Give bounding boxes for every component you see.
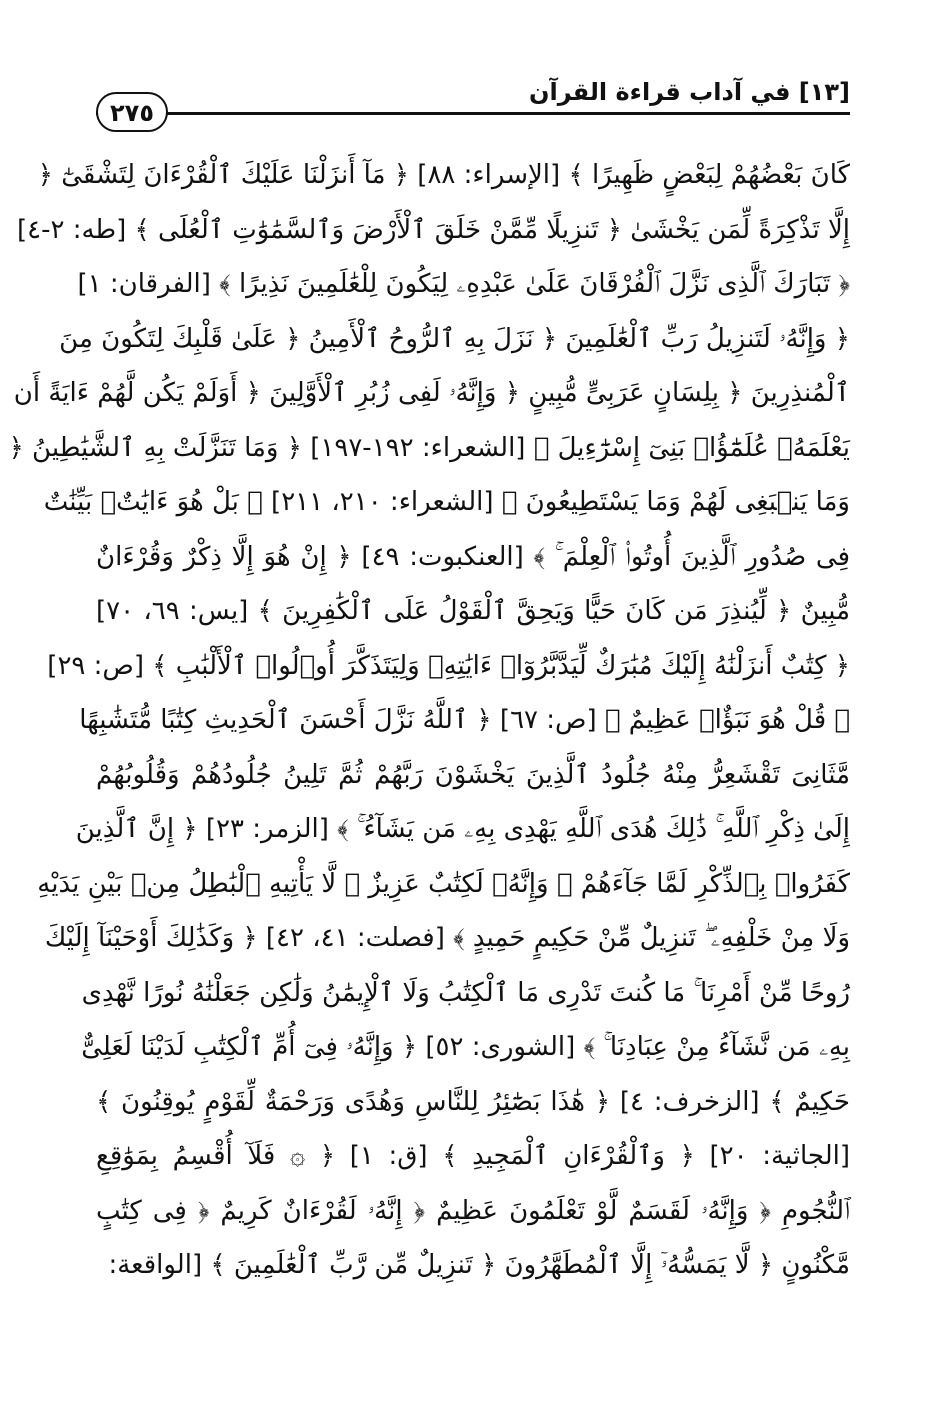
text-line: مَّثَانِىَ تَقْشَعِرُّ مِنْهُ جُلُودُ ٱلَّذِينَ يَخْشَوْنَ رَبَّهُمْ ثُمَّ تَلِينُ جُلُودُهُمْ وَقُلُوبُهُمْ [96, 759, 850, 790]
text-line: ﴿ قُلْ هُوَ نَبَؤٌا۟ عَظِيمٌ ﴾ [ص: ٦٧] ﴿ ٱللَّهُ نَزَّلَ أَحْسَنَ ٱلْحَدِيثِ كِتَٰبًا مُّتَشَٰبِهًا [79, 705, 850, 735]
text-line: مُّبِينٌ ﴿ لِّيُنذِرَ مَن كَانَ حَيًّا وَيَحِقَّ ٱلْقَوْلُ عَلَى ٱلْكَٰفِرِينَ ﴾ [يس: ٦٩، ٧٠] [96, 596, 851, 626]
text-line: رُوحًا مِّنْ أَمْرِنَا ۚ مَا كُنتَ تَدْرِى مَا ٱلْكِتَٰبُ وَلَا ٱلْإِيمَٰنُ وَلَٰكِن جَعَلْنَٰهُ نُورًا نَّهْدِى [81, 977, 850, 1008]
text-line: ﴿ وَإِنَّهُۥ لَتَنزِيلُ رَبِّ ٱلْعَٰلَمِينَ ﴿ نَزَلَ بِهِ ٱلرُّوحُ ٱلْأَمِينُ ﴿ عَلَىٰ قَلْبِكَ لِتَكُونَ مِنَ [59, 323, 850, 354]
text-line: حَكِيمٌ ﴾ [الزخرف: ٤] ﴿ هَٰذَا بَصَٰٓئِرُ لِلنَّاسِ وَهُدًى وَرَحْمَةٌ لِّقَوْمٍ يُوقِنُونَ ﴾ [96, 1086, 851, 1117]
text-line: ﴿ كِتَٰبٌ أَنزَلْنَٰهُ إِلَيْكَ مُبَٰرَكٌ لِّيَدَّبَّرُوٓا۟ ءَايَٰتِهِۦ وَلِيَتَذَكَّرَ أُو۟لُوا۟ ٱلْأَلْبَٰبِ ﴾ [ص: ٢٩] [47, 650, 850, 681]
text-line: ٱلْمُنذِرِينَ ﴿ بِلِسَانٍ عَرَبِىٍّ مُّبِينٍ ﴿ وَإِنَّهُۥ لَفِى زُبُرِ ٱلْأَوَّلِينَ ﴿ أَوَلَمْ يَكُن لَّهُمْ ءَايَةً أَن [13, 378, 850, 408]
text-line: بِهِۦ مَن نَّشَآءُ مِنْ عِبَادِنَا ۚ ﴾ [الشورى: ٥٢] ﴿ وَإِنَّهُۥ فِىٓ أُمِّ ٱلْكِتَٰبِ لَدَيْنَا لَعَلِىٌّ [81, 1032, 850, 1062]
page-number: ٢٧٥ [96, 92, 168, 132]
text-line: وَمَا يَنۢبَغِى لَهُمْ وَمَا يَسْتَطِيعُونَ ﴾ [الشعراء: ٢١٠، ٢١١] ﴿ بَلْ هُوَ ءَايَٰتٌۢ بَيِّنَٰتٌ [43, 487, 850, 517]
text-line: فِى صُدُورِ ٱلَّذِينَ أُوتُوا۟ ٱلْعِلْمَ ۚ ﴾ [العنكبوت: ٤٩] ﴿ إِنْ هُوَ إِلَّا ذِكْرٌ وَقُرْءَانٌ [96, 541, 851, 572]
chapter-title: [١٣] في آداب قراءة القرآن [529, 78, 850, 106]
text-line: كَفَرُوا۟ بِٱلذِّكْرِ لَمَّا جَآءَهُمْ ۖ وَإِنَّهُۥ لَكِتَٰبٌ عَزِيزٌ ﴿ لَّا يَأْتِيهِ ٱلْبَٰطِلُ مِنۢ بَيْنِ يَدَيْهِ [37, 868, 850, 899]
running-header [96, 72, 850, 127]
text-line: إِلَّا تَذْكِرَةً لِّمَن يَخْشَىٰ ﴿ تَنزِيلًا مِّمَّنْ خَلَقَ ٱلْأَرْضَ وَٱلسَّمَٰوَٰتِ ٱلْعُلَى ﴾ [طه: ٢-٤] [16, 214, 850, 245]
text-line: ٱلنُّجُومِ ﴿ وَإِنَّهُۥ لَقَسَمٌ لَّوْ تَعْلَمُونَ عَظِيمٌ ﴿ إِنَّهُۥ لَقُرْءَانٌ كَرِيمٌ ﴿ فِى كِتَٰبٍ [96, 1195, 850, 1226]
text-line: وَلَا مِنْ خَلْفِهِۦ ۖ تَنزِيلٌ مِّنْ حَكِيمٍ حَمِيدٍ ﴾ [فصلت: ٤١، ٤٢] ﴿ وَكَذَٰلِكَ أَوْحَيْنَآ إِلَيْكَ [44, 923, 850, 953]
header-rule [96, 112, 850, 115]
text-body [8, 148, 851, 1288]
text-line: كَانَ بَعْضُهُمْ لِبَعْضٍ ظَهِيرًا ﴾ [الإسراء: ٨٨] ﴿ مَآ أَنزَلْنَا عَلَيْكَ ٱلْقُرْءَانَ لِتَشْقَىٰٓ ﴿ [37, 160, 850, 190]
text-line: ﴿ تَبَارَكَ ٱلَّذِى نَزَّلَ ٱلْفُرْقَانَ عَلَىٰ عَبْدِهِۦ لِيَكُونَ لِلْعَٰلَمِينَ نَذِيرًا ﴾ [الفرقان: ١] [77, 269, 850, 299]
text-line: [الجاثية: ٢٠] ﴿ وَٱلْقُرْءَانِ ٱلْمَجِيدِ ﴾ [ق: ١] ﴿ ۞ فَلَآ أُقْسِمُ بِمَوَٰقِعِ [96, 1141, 850, 1171]
text-line: مَّكْنُونٍ ﴿ لَّا يَمَسُّهُۥٓ إِلَّا ٱلْمُطَهَّرُونَ ﴿ تَنزِيلٌ مِّن رَّبِّ ٱلْعَٰلَمِينَ ﴾ [الواقعة: [108, 1250, 850, 1280]
text-line: إِلَىٰ ذِكْرِ ٱللَّهِ ۚ ذَٰلِكَ هُدَى ٱللَّهِ يَهْدِى بِهِۦ مَن يَشَآءُ ۚ ﴾ [الزمر: ٢٣] ﴿ إِنَّ ٱلَّذِينَ [75, 814, 850, 844]
text-line: يَعْلَمَهُۥ عُلَمَٰٓؤُا۟ بَنِىٓ إِسْرَٰٓءِيلَ ﴾ [الشعراء: ١٩٢-١٩٧] ﴿ وَمَا تَنَزَّلَتْ بِهِ ٱلشَّيَٰطِينُ ﴿ [8, 432, 850, 463]
